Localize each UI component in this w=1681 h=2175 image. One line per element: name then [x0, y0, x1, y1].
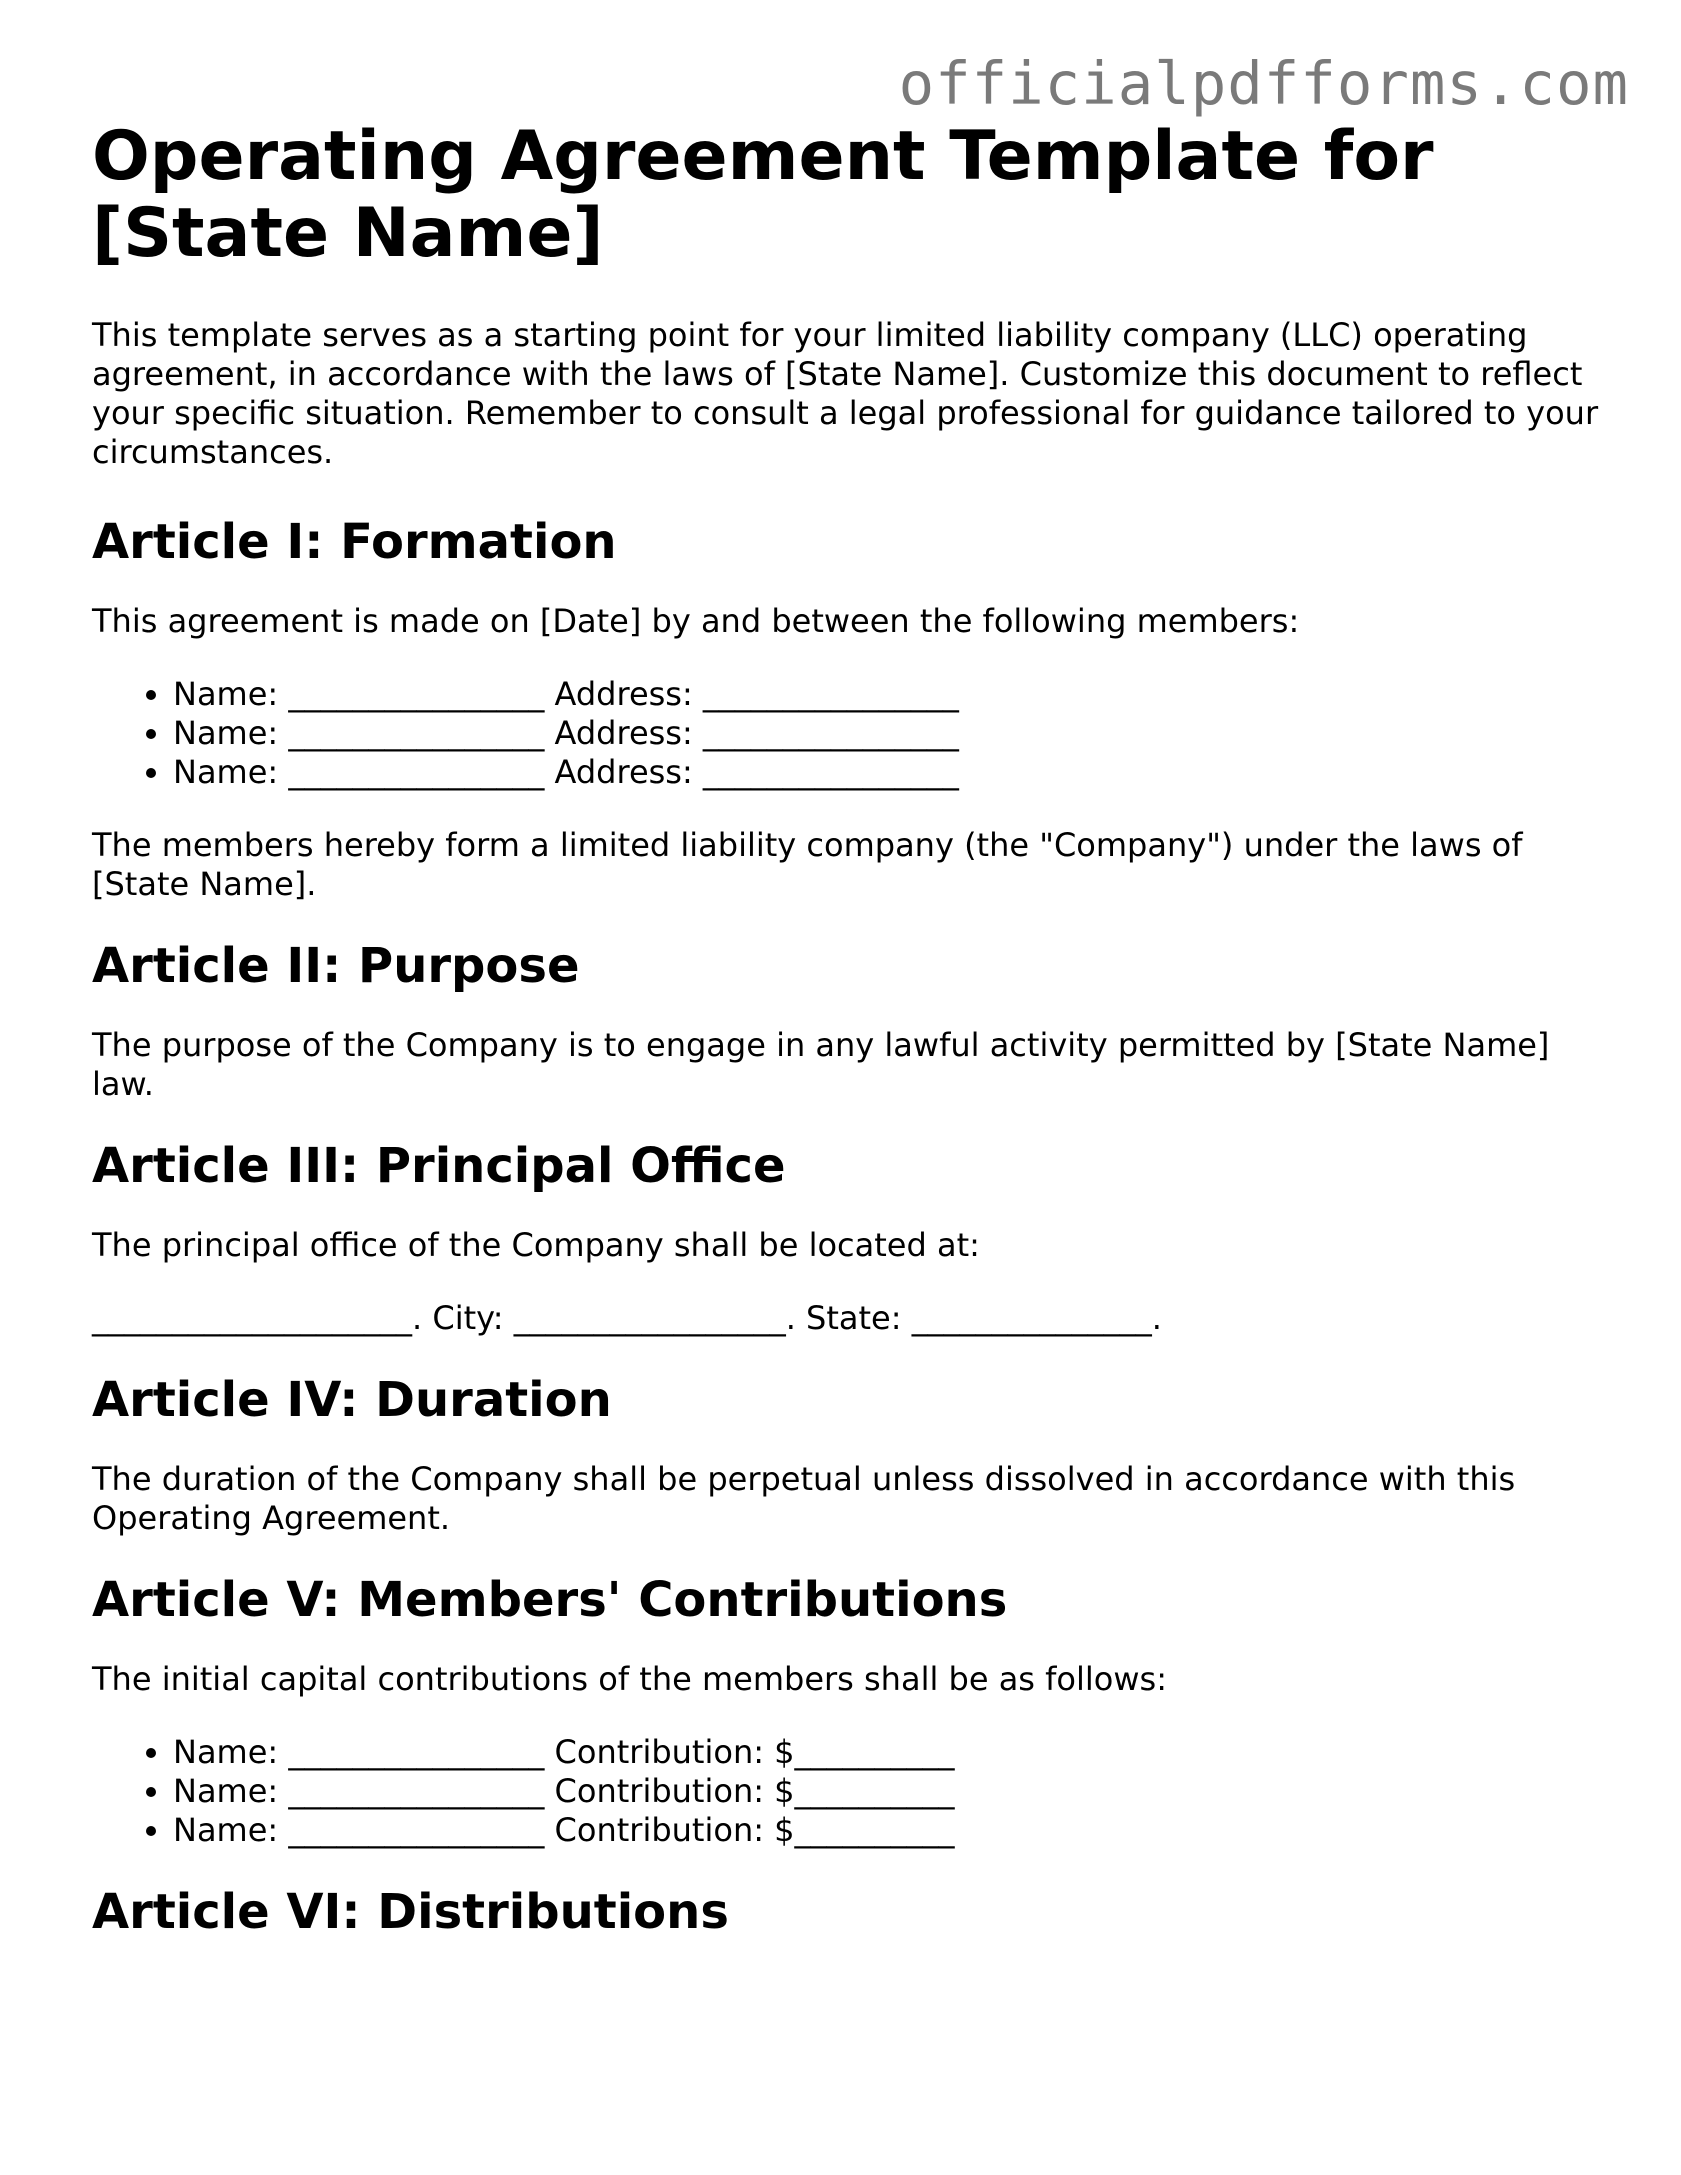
list-item: • Name: ________________ Address: ________________: [173, 714, 1612, 753]
article-duration: [92, 1372, 1612, 1538]
contributions-list: [92, 1733, 1612, 1850]
article-paragraph: This agreement is made on [Date] by and between the following members:: [92, 602, 1300, 640]
article-heading: Article III: Principal Office: [92, 1138, 786, 1194]
article-paragraph: The duration of the Company shall be perpetual unless dissolved in accordance with this Operating Agreement.: [92, 1460, 1516, 1537]
article-contributions: [92, 1572, 1612, 1850]
watermark: officialpdfforms.com: [898, 49, 1629, 118]
list-item: • Name: ________________ Address: ________________: [173, 675, 1612, 714]
article-paragraph: The members hereby form a limited liability company (the "Company") under the laws of [State Name].: [92, 826, 1523, 903]
list-item: • Name: ________________ Address: ________________: [173, 753, 1612, 792]
article-heading: Article I: Formation: [92, 514, 617, 570]
list-item: • Name: ________________ Contribution: $__________: [173, 1733, 1612, 1772]
article-principal-office: [92, 1138, 1612, 1338]
list-item: • Name: ________________ Contribution: $__________: [173, 1811, 1612, 1850]
article-distributions: [92, 1884, 1612, 1940]
article-paragraph: The principal office of the Company shall be located at:: [92, 1226, 980, 1264]
members-list: [92, 675, 1612, 792]
article-heading: Article IV: Duration: [92, 1372, 612, 1428]
intro-paragraph: This template serves as a starting point for your limited liability company (LLC) operating agreement, in accordance with the laws of [State Name]. Customize this document to reflect your specific situation. Remember to consult a legal professional for guidance tailored to your circumstances.: [92, 316, 1599, 471]
article-purpose: [92, 938, 1612, 1104]
article-heading: Article II: Purpose: [92, 938, 580, 994]
document-title: Operating Agreement Template for [State Name]: [92, 117, 1434, 273]
article-heading: Article V: Members' Contributions: [92, 1572, 1008, 1628]
article-formation: [92, 514, 1612, 904]
address-fill-line: ____________________. City: _________________. State: _______________.: [92, 1299, 1162, 1337]
article-paragraph: The initial capital contributions of the members shall be as follows:: [92, 1660, 1167, 1698]
article-heading: Article VI: Distributions: [92, 1884, 729, 1940]
article-paragraph: The purpose of the Company is to engage in any lawful activity permitted by [State Name] law.: [92, 1026, 1550, 1103]
list-item: • Name: ________________ Contribution: $__________: [173, 1772, 1612, 1811]
document-page: [92, 118, 1612, 1972]
